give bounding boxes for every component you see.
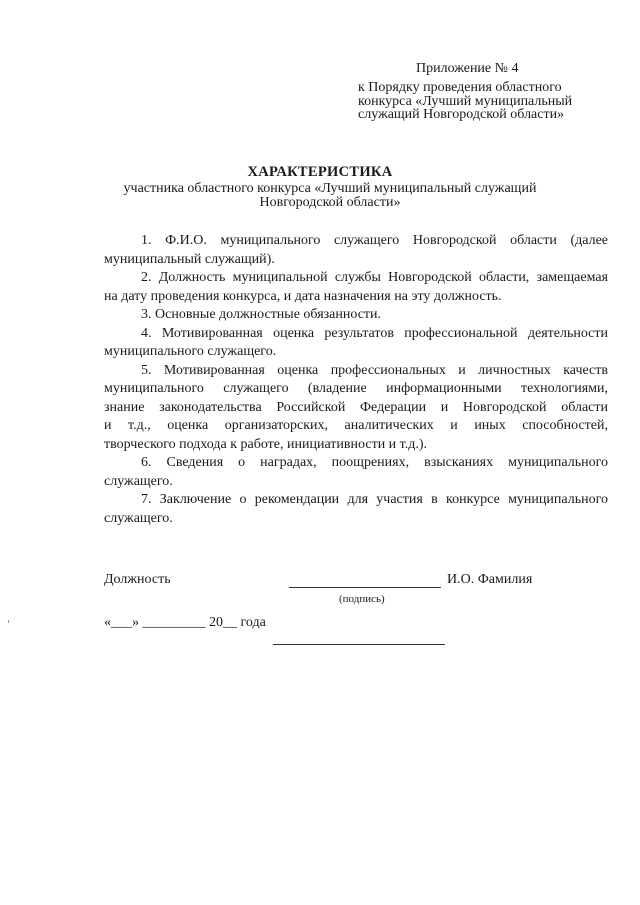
item-line: 1. Ф.И.О. муниципального служащего Новгородской области (далее xyxy=(141,233,608,248)
item-line: служащего. xyxy=(104,473,173,489)
list-item-7 xyxy=(104,491,608,528)
item-line: творческого подхода к работе, инициативности и т.д.). xyxy=(104,436,428,452)
annex-line: к Порядку проведения областного xyxy=(358,80,562,95)
subtitle-line: участника областного конкурса «Лучший муниципальный служащий xyxy=(123,181,537,196)
date-line: «___» _________ 20__ года xyxy=(104,615,266,630)
item-line: служащего. xyxy=(104,510,173,526)
signature-caption: (подпись) xyxy=(339,593,385,605)
list-item-2 xyxy=(104,269,608,306)
list-item-4 xyxy=(104,325,608,362)
scan-margin-mark xyxy=(8,620,9,623)
signature-name-label: И.О. Фамилия xyxy=(447,572,533,587)
list-item-1 xyxy=(104,232,608,269)
subtitle-line: Новгородской области» xyxy=(259,195,401,210)
annex-line: служащий Новгородской области» xyxy=(358,107,565,122)
annex-line: конкурса «Лучший муниципальный xyxy=(358,93,573,109)
item-line: 7. Заключение о рекомендации для участия в конкурсе муниципального xyxy=(141,492,608,507)
item-line: и т.д., оценка организаторских, аналитических и иных способностей, xyxy=(104,418,608,433)
item-line: 5. Мотивированная оценка профессиональных и личностных качеств xyxy=(141,362,608,378)
item-line: 4. Мотивированная оценка результатов профессиональной деятельности xyxy=(141,325,608,341)
annex-reference xyxy=(358,81,572,122)
item-line: 6. Сведения о наградах, поощрениях, взысканиях муниципального xyxy=(141,455,608,470)
list-item-5 xyxy=(104,362,608,455)
item-line: 3. Основные должностные обязанности. xyxy=(141,307,382,322)
item-line: муниципального служащего (владение информационными технологиями, xyxy=(104,381,608,396)
item-line: на дату проведения конкурса, и дата назначения на эту должность. xyxy=(104,288,502,304)
characteristic-items-list xyxy=(104,232,608,528)
list-item-6 xyxy=(104,454,608,491)
item-line: 2. Должность муниципальной службы Новгородской области, замещаемая xyxy=(141,270,608,285)
item-line: муниципального служащего. xyxy=(104,344,277,359)
signature-position-label: Должность xyxy=(104,572,171,587)
annex-title: Приложение № 4 xyxy=(416,61,519,76)
item-line: муниципальный служащий). xyxy=(104,251,275,267)
document-subtitle xyxy=(100,182,560,210)
list-item-3 xyxy=(104,306,608,325)
item-line: знание законодательства Российской Федерации и Новгородской области xyxy=(104,399,608,415)
signature-line xyxy=(289,587,441,588)
document-title: ХАРАКТЕРИСТИКА xyxy=(247,164,393,180)
bottom-signature-line xyxy=(273,644,445,645)
